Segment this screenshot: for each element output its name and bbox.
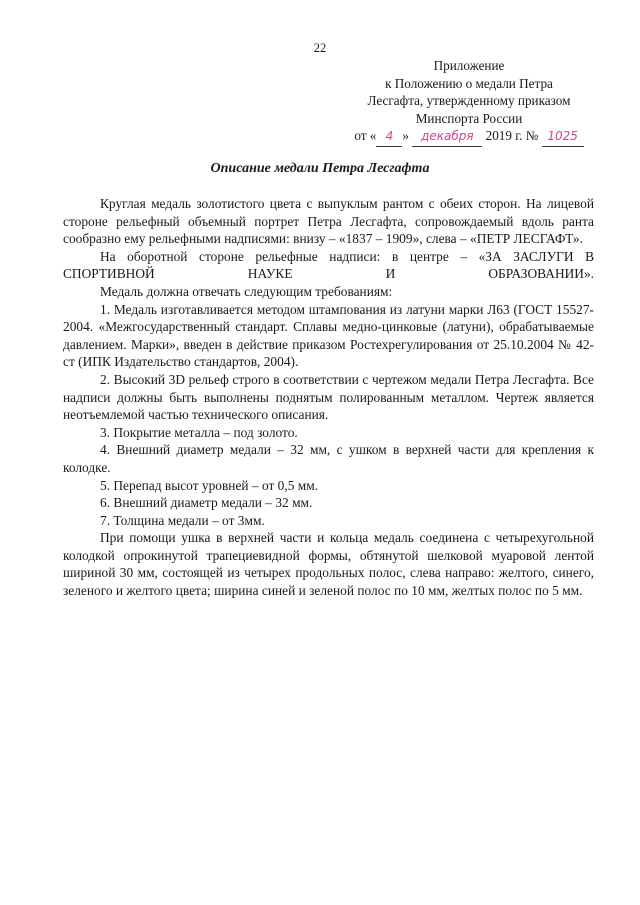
paragraph-8: 5. Перепад высот уровней – от 0,5 мм. bbox=[100, 477, 319, 493]
annex-date-line bbox=[340, 127, 598, 147]
annex-line-3: Лесгафта, утвержденному приказом bbox=[367, 93, 571, 108]
handwritten-order-number: 1025 bbox=[542, 128, 584, 147]
paragraph-7: 4. Внешний диаметр медали – 32 мм, с ушком в верхней части для крепления к колодке. bbox=[63, 442, 594, 475]
paragraph-6: 3. Покрытие металла – под золото. bbox=[100, 424, 298, 440]
paragraph-4: 1. Медаль изготавливается методом штампования из латуни марки Л63 (ГОСТ 15527-2004. «Межгосударственный стандарт. Сплавы медно-цинковые (латуни), обрабатываемые давлением. Марки», введен в действие приказом Ростехрегулирования от 25.10.2004 № 42-ст (ИПК Издательство стандартов, 2004). bbox=[63, 301, 594, 370]
paragraph-10: 7. Толщина медали – от 3мм. bbox=[100, 512, 265, 528]
date-prefix: от « bbox=[354, 128, 377, 143]
annex-line-2: к Положению о медали Петра bbox=[385, 75, 553, 91]
document-body bbox=[63, 195, 594, 600]
paragraph-1: Круглая медаль золотистого цвета с выпуклым рантом с обеих сторон. На лицевой стороне рельефный объемный портрет Петра Лесгафта, сопровождаемый вдоль ранта сообразно ему рельефными надписями: внизу – «1837 – 1909», слева – «ПЕТР ЛЕСГАФТ». bbox=[63, 196, 594, 247]
paragraph-3: Медаль должна отвечать следующим требованиям: bbox=[100, 283, 393, 299]
handwritten-day: 4 bbox=[376, 128, 402, 147]
annex-line-1: Приложение bbox=[433, 58, 505, 73]
date-quote-close: » bbox=[402, 128, 409, 143]
paragraph-11: При помощи ушка в верхней части и кольца медаль соединена с четырехугольной колодкой опрокинутой трапециевидной формы, обтянутой шелковой муаровой лентой шириной 30 мм, состоящей из четырех продольных полос, слева направо: желтого, синего, зеленого и желтого цвета; ширина синей и зеленой полос по 10 мм, желтых полос по 5 мм. bbox=[63, 530, 594, 599]
paragraph-9: 6. Внешний диаметр медали – 32 мм. bbox=[100, 495, 313, 511]
paragraph-5: 2. Высокий 3D рельеф строго в соответствии с чертежом медали Петра Лесгафта. Все надписи должны быть выполнены поднятым полированным металлом. Чертеж является неотъемлемой частью технического описания. bbox=[63, 371, 594, 423]
annex-block bbox=[340, 57, 598, 147]
handwritten-month: декабря bbox=[412, 128, 482, 147]
document-title: Описание медали Петра Лесгафта bbox=[210, 161, 430, 176]
page-number: 22 bbox=[313, 41, 327, 55]
year-text: 2019 г. № bbox=[485, 128, 539, 143]
annex-line-4: Минспорта России bbox=[415, 110, 523, 126]
paragraph-2: На оборотной стороне рельефные надписи: в центре – «ЗА ЗАСЛУГИ В СПОРТИВНОЙ НАУКЕ И ОБРАЗОВАНИИ». bbox=[63, 248, 594, 282]
